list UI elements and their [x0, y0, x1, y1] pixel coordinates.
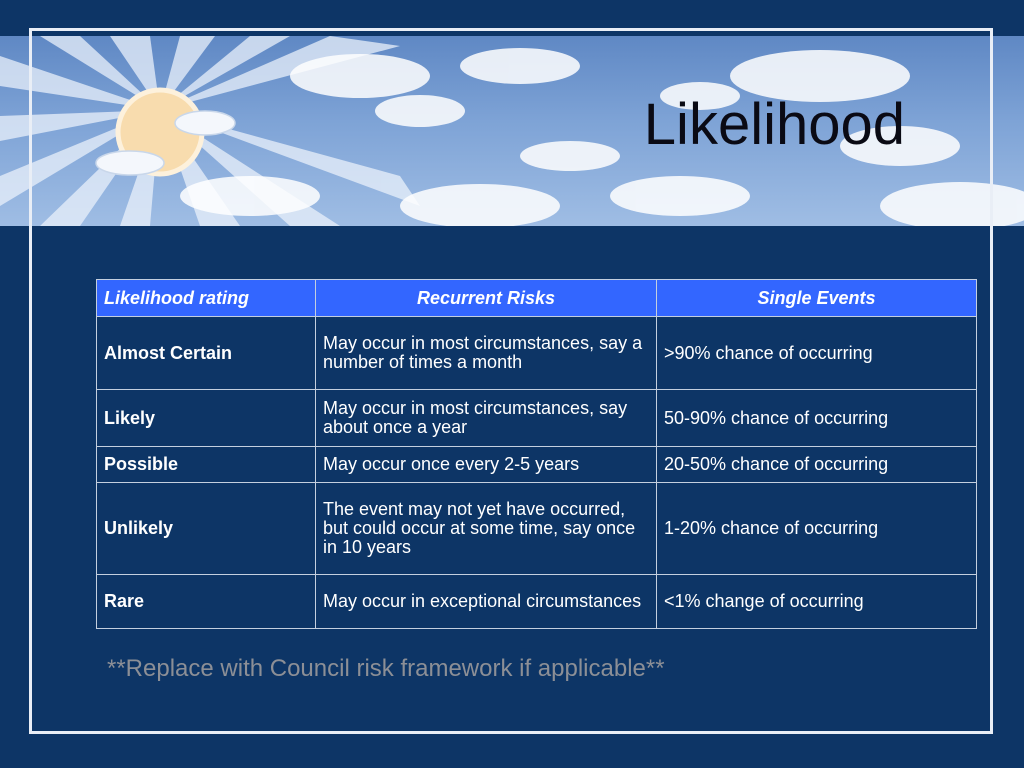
recurrent-cell: May occur once every 2-5 years	[316, 447, 657, 483]
rating-cell: Almost Certain	[97, 317, 316, 390]
table-row	[97, 447, 977, 483]
slide-title: Likelihood	[643, 92, 905, 157]
table-row	[97, 483, 977, 575]
rating-cell: Possible	[97, 447, 316, 483]
single-event-cell: >90% chance of occurring	[657, 317, 977, 390]
table-header-row	[97, 280, 977, 317]
recurrent-cell: May occur in most circumstances, say a number of times a month	[316, 317, 657, 390]
rating-cell: Unlikely	[97, 483, 316, 575]
single-event-cell: 50-90% chance of occurring	[657, 390, 977, 447]
rating-cell: Rare	[97, 575, 316, 629]
recurrent-cell: May occur in exceptional circumstances	[316, 575, 657, 629]
recurrent-cell: May occur in most circumstances, say about once a year	[316, 390, 657, 447]
single-event-cell: 20-50% chance of occurring	[657, 447, 977, 483]
header-recurrent-risks: Recurrent Risks	[316, 280, 657, 317]
table-row	[97, 390, 977, 447]
header-single-events: Single Events	[657, 280, 977, 317]
rating-cell: Likely	[97, 390, 316, 447]
header-likelihood-rating: Likelihood rating	[97, 280, 316, 317]
single-event-cell: 1-20% chance of occurring	[657, 483, 977, 575]
likelihood-table	[96, 279, 977, 629]
recurrent-cell: The event may not yet have occurred, but could occur at some time, say once in 10 years	[316, 483, 657, 575]
footnote-text: **Replace with Council risk framework if applicable**	[107, 655, 665, 682]
table-row	[97, 575, 977, 629]
single-event-cell: <1% change of occurring	[657, 575, 977, 629]
table-row	[97, 317, 977, 390]
